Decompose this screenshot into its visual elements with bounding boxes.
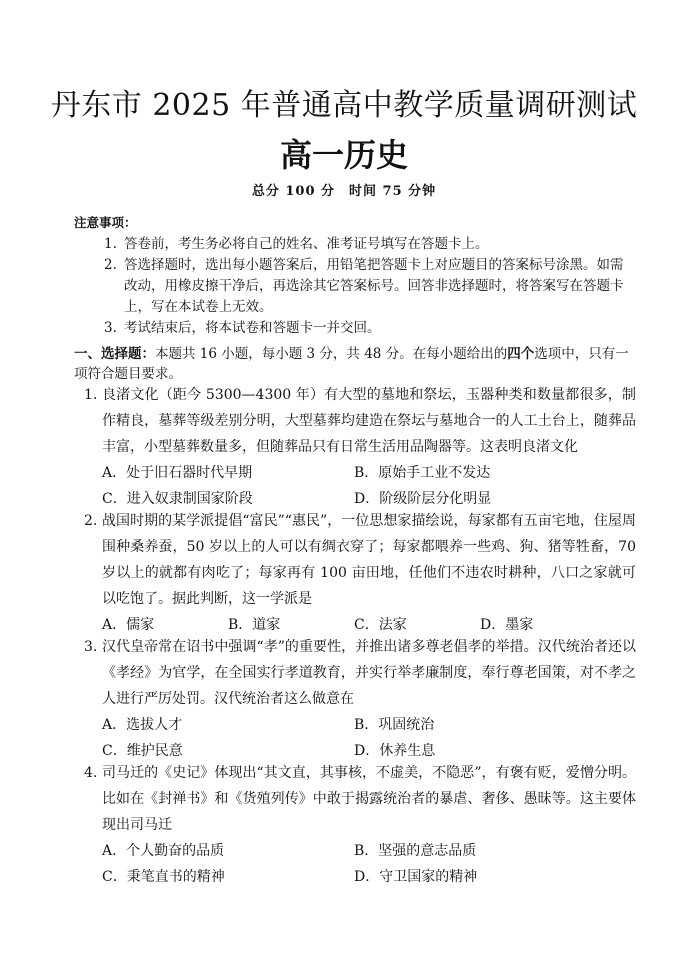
notice-text: 答选择题时，选出每小题答案后，用铅笔把答题卡上对应题目的答案标号涂黑。如需改动，用橡皮擦干净后，再选涂其它答案标号。回答非选择题时，将答案写在答题卡上，写在本试卷上无效。 [124,257,624,315]
question-text: 良渚文化（距今 5300—4300 年）有大型的墓地和祭坛，玉器种类和数量都很多，制作精良，墓葬等级差别分明，大型墓葬均建造在祭坛与墓地合一的人工土台上，随葬品丰富，小型墓葬数量多，但随葬品只有日常生活用品陶器等。这表明良渚文化 [102,387,636,455]
option-c[interactable]: C．维护民意 [102,743,183,759]
notice-heading: 注意事项： [74,215,137,230]
question-2 [84,508,636,638]
options [102,838,636,890]
exam-title: 丹东市 2025 年普通高中教学质量调研测试 [50,88,638,123]
section-text: 本题共 16 小题，每小题 3 分，共 48 分。在每小题给出的 [155,346,508,362]
option-b[interactable]: B．道家 [228,617,281,633]
notice-text: 考试结束后，将本试卷和答题卡一并交回。 [124,320,381,336]
notice-item [104,255,634,318]
notice-item [104,318,634,339]
notice-item [104,234,634,255]
question-3 [84,634,636,764]
subject-title: 高一历史 [279,136,408,174]
question-number: 2. [84,513,98,529]
question-4 [84,760,636,890]
section-text-2: 选项中，只有一项符合题目要求。 [74,346,629,382]
question-text: 汉代皇帝常在诏书中强调“孝”的重要性，并推出诸多尊老倡孝的举措。汉代统治者还以《孝经》为官学，在全国实行孝道教育，并实行举孝廉制度，奉行尊老国策，对不孝之人进行严厉处罚。汉代统治者这么做意在 [102,639,636,707]
option-c[interactable]: C．秉笔直书的精神 [102,869,225,885]
notice-number: 2. [104,257,117,273]
option-c[interactable]: C．进入奴隶制国家阶段 [102,491,253,507]
section-emphasis: 四个 [507,346,535,362]
question-1 [84,382,636,512]
option-b[interactable]: B．巩固统治 [354,717,435,733]
notice-text: 答卷前，考生务必将自己的姓名、准考证号填写在答题卡上。 [124,236,489,252]
question-stem [84,634,636,712]
notice-list [104,234,634,339]
section-heading [74,344,636,384]
option-d[interactable]: D．阶级阶层分化明显 [354,491,492,507]
option-c[interactable]: C．法家 [354,617,407,633]
option-a[interactable]: A．个人勤奋的品质 [102,843,225,859]
option-b[interactable]: B．原始手工业不发达 [354,465,491,481]
option-a[interactable]: A．儒家 [102,617,155,633]
option-a[interactable]: A．处于旧石器时代早期 [102,465,253,481]
question-stem [84,382,636,460]
question-number: 1. [84,387,98,403]
option-b[interactable]: B．坚强的意志品质 [354,843,477,859]
question-number: 3. [84,639,98,655]
options [102,460,636,512]
option-a[interactable]: A．选拔人才 [102,717,183,733]
option-d[interactable]: D．墨家 [480,617,534,633]
question-text: 战国时期的某学派提倡“富民”“惠民”，一位思想家描绘说，每家都有五亩宅地，住屋周围种桑养蚕，50 岁以上的人可以有绸衣穿了；每家都喂养一些鸡、狗、猪等牲畜，70 岁以上的就都有肉吃了；每家再有 100 亩田地，任他们不违农时耕种，八口之家就可以吃饱了。据此判断，这一学派是 [102,513,636,607]
notice-number: 1. [104,236,117,252]
options [102,712,636,764]
question-number: 4. [84,765,98,781]
question-text: 司马迁的《史记》体现出“其文直，其事核，不虚美，不隐恶”，有褒有贬，爱憎分明。比如在《封禅书》和《货殖列传》中敢于揭露统治者的暴虐、奢侈、愚昧等。这主要体现出司马迁 [102,765,636,833]
option-d[interactable]: D．守卫国家的精神 [354,869,478,885]
question-stem [84,760,636,838]
question-stem [84,508,636,612]
exam-meta: 总分 100 分 时间 75 分钟 [251,184,437,199]
option-d[interactable]: D．休养生息 [354,743,436,759]
section-label: 一、选择题： [74,346,155,362]
notice-number: 3. [104,320,117,336]
